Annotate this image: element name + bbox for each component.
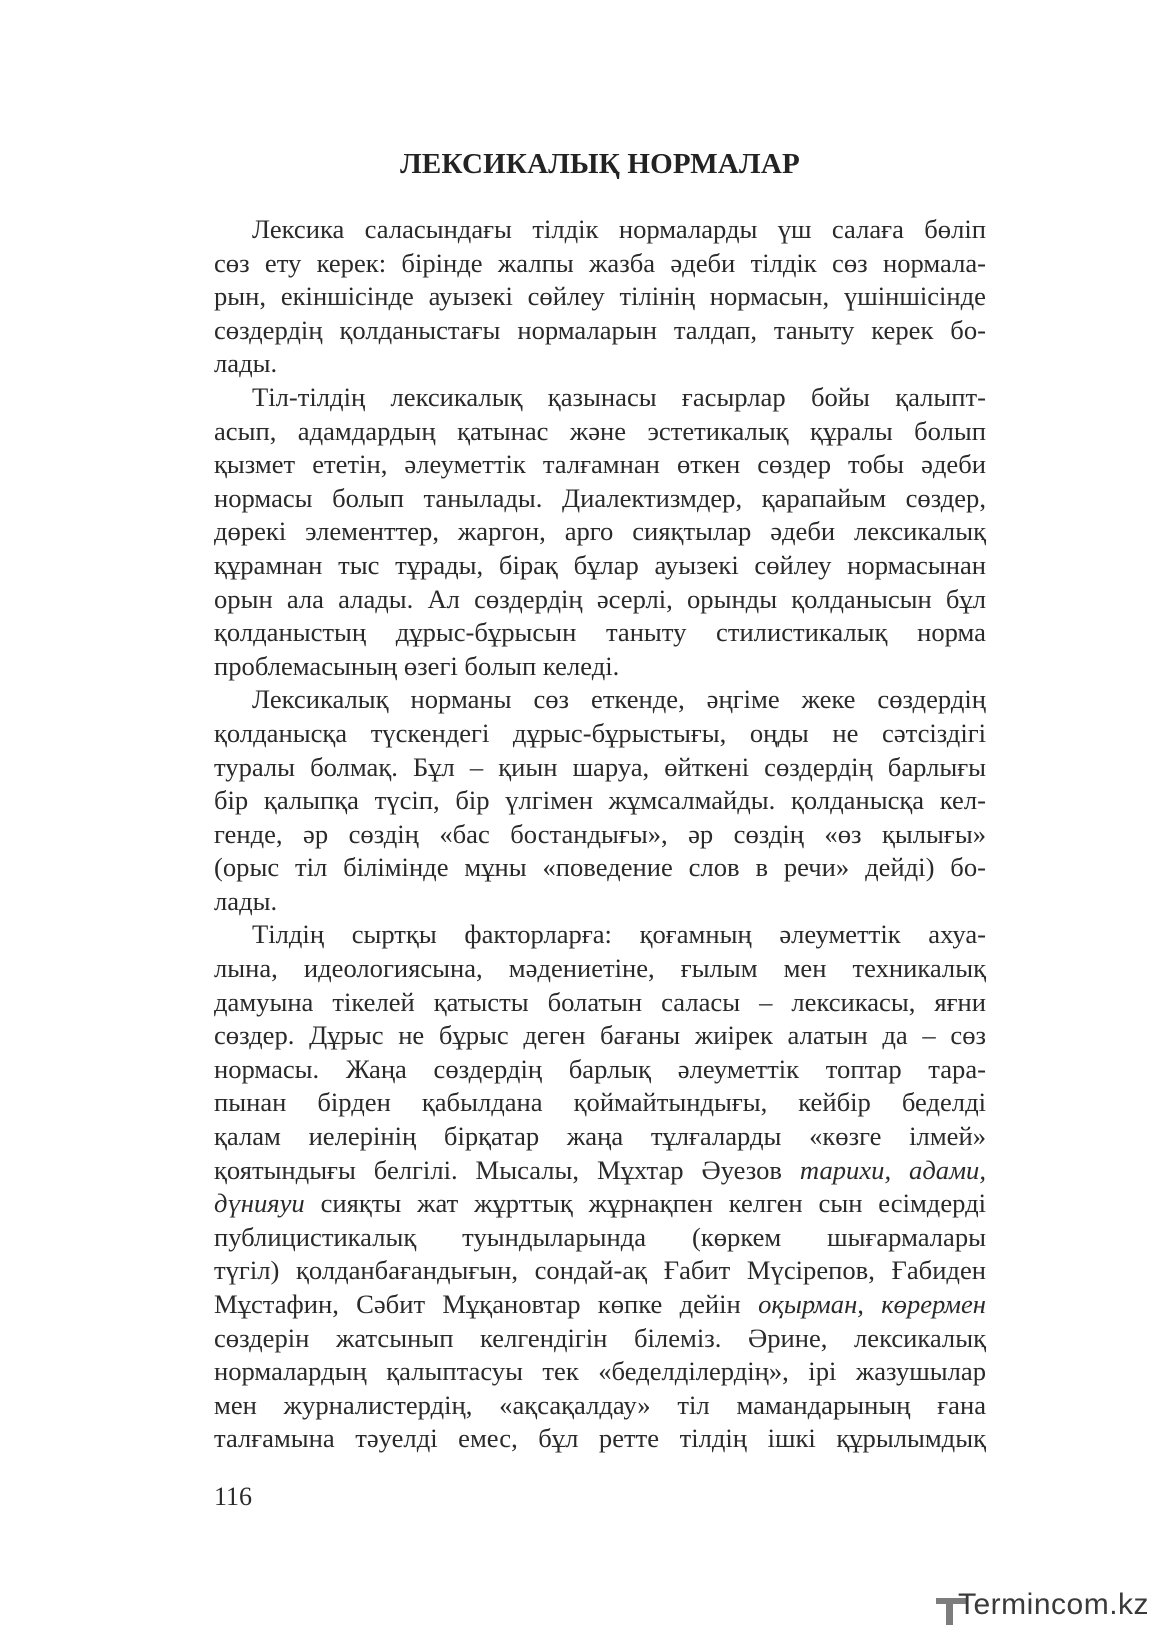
text-line: лады. (214, 348, 278, 379)
paragraph-3 (214, 683, 986, 918)
text-line: (орыс тіл білімінде мұны «поведение слов в речи» дейді) бо- (214, 852, 986, 883)
text-line: қолданысқа түскендегі дұрыс-бұрыстығы, оңды не сәтсіздігі (214, 717, 986, 748)
text-line: нормасы болып танылады. Диалектизмдер, қарапайым сөздер, (214, 482, 986, 513)
text-line: генде, әр сөздің «бас бостандығы», әр сөздің «өз қылығы» (214, 818, 986, 849)
text-line: асып, адамдардың қатынас және эстетикалық құралы болып (214, 415, 986, 446)
text-line: қолданыстың дұрыс-бұрысын таныту стилистикалық норма (214, 617, 986, 648)
text-line: Лексика саласындағы тілдік нормаларды үш салаға бөліп (252, 214, 986, 244)
watermark-text: Termincom.kz (958, 1588, 1150, 1621)
text-line: Мұстафин, Сәбит Мұқановтар көпке дейін оқырман, көрермен (214, 1289, 986, 1319)
text-line: дүнияуи сияқты жат жұрттық жұрнақпен келген сын есімдерді (214, 1188, 986, 1219)
text-line: сөздер. Дұрыс не бұрыс деген бағаны жиірек алатын да – сөз (214, 1020, 986, 1051)
paragraph-4 (214, 918, 986, 1456)
text-line: түгіл) қолданбағандығын, сондай-ақ Ғабит Мүсірепов, Ғабиден (214, 1255, 986, 1286)
text-line: дамуына тікелей қатысты болатын саласы – лексикасы, яғни (214, 986, 986, 1017)
text-line: қоятындығы белгілі. Мысалы, Мұхтар Әуезов тарихи, адами, (214, 1154, 986, 1185)
t-logo-stem (946, 1598, 953, 1625)
text-line: Тіл-тілдің лексикалық қазынасы ғасырлар бойы қалыпт- (252, 381, 986, 412)
paragraph-1 (214, 213, 986, 381)
text-line: публицистикалық туындыларында (көркем шығармалары (214, 1221, 986, 1252)
text-line: Лексикалық норманы сөз еткенде, әңгіме жеке сөздердің (252, 684, 986, 715)
text-line: пынан бірден қабылдана қоймайтындығы, кейбір беделді (214, 1087, 986, 1118)
page-title: ЛЕКСИКАЛЫҚ НОРМАЛАР (400, 148, 800, 180)
text-line: дөрекі элементтер, жаргон, арго сияқтылар әдеби лексикалық (214, 516, 986, 547)
italic-term: дүнияуи (214, 1188, 305, 1219)
text-line: нормалардың қалыптасуы тек «беделділердің», ірі жазушылар (214, 1356, 986, 1387)
watermark-logo (936, 1586, 1148, 1628)
text-line: лына, идеологиясына, мәдениетіне, ғылым мен техникалық (214, 953, 986, 984)
text-line: орын ала алады. Ал сөздердің әсерлі, орынды қолданысын бұл (214, 583, 986, 614)
text-line: лады. (214, 885, 278, 916)
text-line: проблемасының өзегі болып келеді. (214, 650, 620, 681)
body-text (214, 213, 986, 1456)
text-line: рын, екіншісінде ауызекі сөйлеу тілінің нормасын, үшіншісінде (214, 281, 986, 312)
text-line: сөз ету керек: бірінде жалпы жазба әдеби тілдік сөз нормала- (214, 247, 986, 278)
text-line: қалам иелерінің бірқатар жаңа тұлғаларды «көзге ілмей» (214, 1121, 986, 1152)
text-line: қызмет ететін, әлеуметтік талғамнан өткен сөздер тобы әдеби (214, 449, 986, 480)
text-line: мен журналистердің, «ақсақалдау» тіл мамандарының ғана (214, 1389, 986, 1420)
italic-term: тарихи, адами, (799, 1154, 986, 1185)
page-number: 116 (214, 1482, 253, 1511)
text-line: сөздерін жатсынып келгендігін білеміз. Әрине, лексикалық (214, 1322, 986, 1353)
italic-term: оқырман, көрермен (758, 1289, 986, 1319)
text-line: сөздердің қолданыстағы нормаларын талдап, таныту керек бо- (214, 314, 986, 345)
text-line: туралы болмақ. Бұл – қиын шаруа, өйткені сөздердің барлығы (214, 751, 986, 782)
text-line: бір қалыпқа түсіп, бір үлгімен жұмсалмайды. қолданысқа кел- (214, 785, 986, 816)
paragraph-2 (214, 381, 986, 683)
text-line: Тілдің сыртқы факторларға: қоғамның әлеуметтік ахуа- (252, 919, 986, 950)
text-line: талғамына тәуелді емес, бұл ретте тілдің ішкі құрылымдық (214, 1423, 986, 1454)
text-line: құрамнан тыс тұрады, бірақ бұлар ауызекі сөйлеу нормасынан (214, 549, 986, 580)
text-line: нормасы. Жаңа сөздердің барлық әлеуметтік топтар тара- (214, 1053, 986, 1084)
